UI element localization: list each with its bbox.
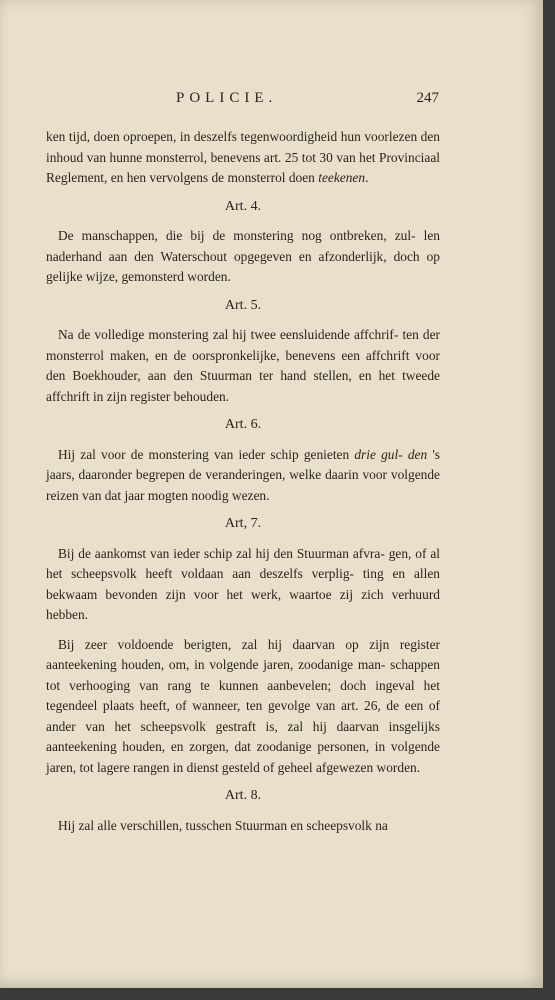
text-line: voorlezen den inhoud van hunne monsterrol, benevens art. 25 (46, 129, 441, 165)
text-line: ting en allen bekwaam bevonden zijn voor het werk, waartoe (46, 566, 440, 602)
text-line: monsterrol doen (227, 170, 319, 185)
article-heading: Art. 6. (224, 417, 262, 432)
paragraph (46, 226, 440, 288)
text-line: van art. 26, de een of ander van het scheepsvolk gestraft is, (46, 698, 440, 734)
article-heading: Art. 4. (224, 198, 262, 214)
text-line: tot 30 van het Provinciaal Reglement, en hen vervolgens de (46, 149, 440, 185)
article-heading: Art. 5. (224, 297, 262, 313)
text-line: zoodanige personen, in volgende jaren, tot lagere rangen in (46, 739, 440, 775)
text-line: dienst gesteld of geheel afgewezen worden. (186, 759, 421, 775)
paragraph (46, 127, 440, 189)
italic-text: teekenen (318, 170, 366, 185)
paragraph (46, 445, 440, 507)
text-line: zal hij daarvan insgelijks aanteekening houden, en zorgen, dat (46, 718, 440, 754)
text-line: doch op gelijke wijze, gemonsterd worden. (46, 248, 440, 284)
text-line: Hij zal alle verschillen, tusschen Stuurman en scheepsvolk na (58, 817, 388, 833)
text-line: ten der monsterrol maken, en de oorspronkelijke, benevens (46, 327, 440, 363)
text-line: zij zich verhuurd hebben. (46, 586, 440, 622)
text-line: ingeval het tegendeel plaats heeft, of wanneer, ten gevolge (46, 677, 440, 713)
text-line: een affchrift voor den Boekhouder, aan den Stuurman ter hand (46, 347, 440, 383)
text-line: De manschappen, die bij de monstering nog ontbreken, zul- (58, 228, 416, 243)
paragraph (46, 816, 440, 837)
page-body (46, 127, 440, 836)
text-line: voor volgende reizen van dat jaar mogten noodig wezen. (46, 467, 440, 503)
paragraph (46, 325, 440, 407)
page-number: 247 (416, 90, 439, 106)
page-header (46, 90, 439, 114)
text-line: . (365, 170, 369, 185)
text-line: 's jaars, daaronder begrepen de veranderingen, welke daarin (46, 446, 440, 482)
article-heading: Art, 7. (224, 516, 262, 531)
article-heading: Art. 8. (224, 788, 262, 803)
text-line: len naderhand aan den Waterschout opgegeven en afzonderlijk, (46, 228, 440, 264)
text-line: Hij zal voor de monstering van ieder schip genieten (58, 446, 355, 462)
text-line: Bij de aankomst van ieder schip zal hij den Stuurman afvra- (58, 545, 385, 561)
italic-text: den (407, 446, 428, 462)
text-line: Bij zeer voldoende berigten, zal hij daarvan op zijn register (58, 636, 440, 652)
text-line: stellen, en het tweede affchrift in zijn register behouden. (46, 368, 440, 404)
text-line: gen, of al het scheepsvolk heeft voldaan aan deszelfs verplig- (46, 545, 440, 581)
italic-text: drie gul- (354, 446, 403, 462)
text-line: schappen tot verhooging van rang te kunnen aanbevelen; doch (46, 657, 440, 693)
text-line: ken tijd, doen oproepen, in deszelfs tegenwoordigheid hun (46, 129, 361, 144)
text-line: Na de volledige monstering zal hij twee eensluidende affchrif- (58, 327, 399, 342)
paragraph (46, 635, 440, 779)
paragraph (46, 544, 440, 626)
running-head: POLICIE. (176, 90, 278, 106)
text-line: aanteekening houden, om, in volgende jaren, zoodanige man- (46, 657, 386, 672)
